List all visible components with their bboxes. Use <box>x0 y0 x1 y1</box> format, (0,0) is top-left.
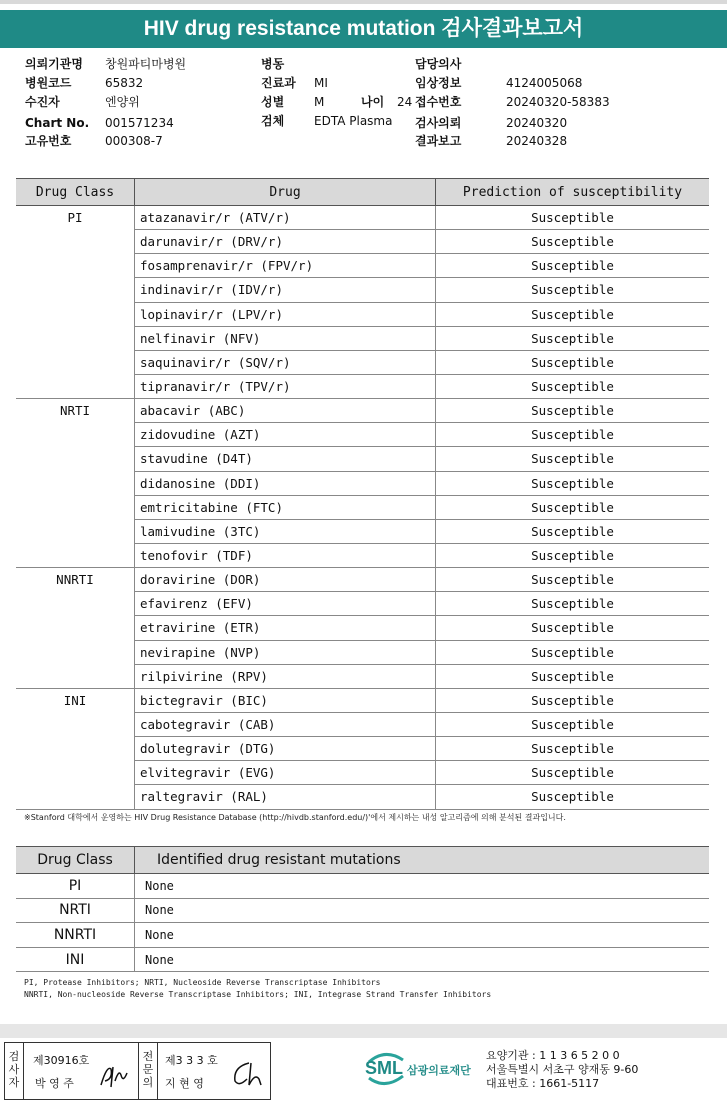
prediction-cell: Susceptible <box>436 447 710 471</box>
top-strip <box>0 0 727 4</box>
drug-cell: bictegravir (BIC) <box>135 688 436 712</box>
header-drug: Drug <box>135 179 436 206</box>
info-value: MI <box>314 76 328 90</box>
specialist-license: 제3 3 3 호 <box>165 1054 218 1067</box>
examiner-name: 박 영 주 <box>35 1077 74 1090</box>
info-label: 검사의뢰 <box>415 116 462 130</box>
table-row <box>16 923 709 948</box>
prediction-cell: Susceptible <box>436 712 710 736</box>
drug-cell: saquinavir/r (SQV/r) <box>135 350 436 374</box>
info-label: 병동 <box>261 57 285 71</box>
prediction-cell: Susceptible <box>436 206 710 230</box>
prediction-cell: Susceptible <box>436 471 710 495</box>
specialist-label: 전 문 의 <box>142 1050 154 1089</box>
prediction-cell: Susceptible <box>436 495 710 519</box>
prediction-cell: Susceptible <box>436 254 710 278</box>
info-label: 결과보고 <box>415 134 462 148</box>
drug-cell: efavirenz (EFV) <box>135 592 436 616</box>
examiner-license: 제30916호 <box>33 1054 90 1067</box>
drug-class-cell: PI <box>16 206 135 399</box>
report-title: HIV drug resistance mutation 검사결과보고서 <box>0 10 727 48</box>
info-value: 20240328 <box>506 134 568 148</box>
prediction-cell: Susceptible <box>436 616 710 640</box>
drug-cell: raltegravir (RAL) <box>135 785 436 809</box>
prediction-cell: Susceptible <box>436 785 710 809</box>
info-label: 진료과 <box>261 76 296 90</box>
prediction-cell: Susceptible <box>436 350 710 374</box>
signature-box <box>4 1042 271 1100</box>
info-value: 20240320-58383 <box>506 95 610 109</box>
drug-cell: dolutegravir (DTG) <box>135 737 436 761</box>
drug-cell: tenofovir (TDF) <box>135 543 436 567</box>
table-row <box>16 898 709 923</box>
info-label: 병원코드 <box>25 76 72 90</box>
drug-cell: elvitegravir (EVG) <box>135 761 436 785</box>
info-label: 임상정보 <box>415 76 462 90</box>
info-value: 24 <box>397 95 413 109</box>
drug-class-cell: NRTI <box>16 898 135 923</box>
prediction-cell: Susceptible <box>436 302 710 326</box>
mutation-cell: None <box>135 898 710 923</box>
drug-class-cell: NNRTI <box>16 568 135 689</box>
table-row <box>16 206 709 230</box>
info-label: 검체 <box>261 114 285 128</box>
table-row <box>16 399 709 423</box>
drug-cell: atazanavir/r (ATV/r) <box>135 206 436 230</box>
drug-cell: emtricitabine (FTC) <box>135 495 436 519</box>
address-block <box>486 1049 638 1091</box>
divider <box>23 1043 24 1099</box>
mutation-table <box>16 846 709 972</box>
info-value: 4124005068 <box>506 76 583 90</box>
table-row <box>16 874 709 899</box>
prediction-cell: Susceptible <box>436 543 710 567</box>
info-value: 엔양위 <box>105 95 140 109</box>
header-drug-class: Drug Class <box>16 179 135 206</box>
org-name: 삼광의료재단 <box>407 1064 471 1077</box>
header-drug-class-2: Drug Class <box>16 847 135 874</box>
prediction-cell: Susceptible <box>436 761 710 785</box>
info-value: 20240320 <box>506 116 568 130</box>
prediction-cell: Susceptible <box>436 230 710 254</box>
info-label: Chart No. <box>25 116 90 130</box>
drug-cell: nevirapine (NVP) <box>135 640 436 664</box>
drug-class-cell: NRTI <box>16 399 135 568</box>
bottom-strip <box>0 1024 727 1038</box>
info-label: 나이 <box>361 95 385 109</box>
info-value: 창원파티마병원 <box>105 57 187 71</box>
prediction-cell: Susceptible <box>436 374 710 398</box>
info-label: 접수번호 <box>415 95 462 109</box>
info-value: EDTA Plasma <box>314 114 393 128</box>
address-line: 서울특별시 서초구 양재동 9-60 <box>486 1063 639 1076</box>
prediction-cell: Susceptible <box>436 399 710 423</box>
drug-class-cell: PI <box>16 874 135 899</box>
mutation-cell: None <box>135 874 710 899</box>
examiner-label: 검 사 자 <box>8 1050 20 1089</box>
header-mutations: Identified drug resistant mutations <box>135 847 710 874</box>
drug-cell: didanosine (DDI) <box>135 471 436 495</box>
prediction-cell: Susceptible <box>436 640 710 664</box>
phone-number: 대표번호 : 1661-5117 <box>486 1077 600 1090</box>
info-label: 고유번호 <box>25 134 72 148</box>
header-prediction: Prediction of susceptibility <box>436 179 710 206</box>
drug-cell: doravirine (DOR) <box>135 568 436 592</box>
mutation-cell: None <box>135 947 710 972</box>
drug-cell: abacavir (ABC) <box>135 399 436 423</box>
drug-class-cell: INI <box>16 688 135 809</box>
divider <box>157 1043 158 1099</box>
drug-cell: darunavir/r (DRV/r) <box>135 230 436 254</box>
logo-text: SML <box>365 1058 403 1078</box>
drug-cell: tipranavir/r (TPV/r) <box>135 374 436 398</box>
drug-class-cell: INI <box>16 947 135 972</box>
table-row <box>16 688 709 712</box>
specialist-signature <box>229 1057 267 1091</box>
divider <box>138 1043 139 1099</box>
prediction-cell: Susceptible <box>436 688 710 712</box>
specialist-name: 지 현 영 <box>165 1077 204 1090</box>
drug-cell: etravirine (ETR) <box>135 616 436 640</box>
info-label: 담당의사 <box>415 57 462 71</box>
drug-cell: rilpivirine (RPV) <box>135 664 436 688</box>
info-value: 000308-7 <box>105 134 163 148</box>
info-label: 의뢰기관명 <box>25 57 83 71</box>
drug-cell: nelfinavir (NFV) <box>135 326 436 350</box>
table-row <box>16 568 709 592</box>
drug-cell: zidovudine (AZT) <box>135 423 436 447</box>
mutation-cell: None <box>135 923 710 948</box>
prediction-cell: Susceptible <box>436 326 710 350</box>
drug-cell: cabotegravir (CAB) <box>135 712 436 736</box>
info-label: 성별 <box>261 95 285 109</box>
info-value: M <box>314 95 325 109</box>
prediction-cell: Susceptible <box>436 519 710 543</box>
prediction-cell: Susceptible <box>436 278 710 302</box>
drug-class-cell: NNRTI <box>16 923 135 948</box>
info-value: 65832 <box>105 76 144 90</box>
susceptibility-table <box>16 178 709 810</box>
prediction-cell: Susceptible <box>436 737 710 761</box>
drug-cell: fosamprenavir/r (FPV/r) <box>135 254 436 278</box>
table-row <box>16 947 709 972</box>
drug-cell: indinavir/r (IDV/r) <box>135 278 436 302</box>
prediction-cell: Susceptible <box>436 592 710 616</box>
info-label: 수진자 <box>25 95 60 109</box>
abbreviation-line-1: PI, Protease Inhibitors; NRTI, Nucleoside Reverse Transcriptase Inhibitors <box>24 978 381 987</box>
abbreviation-line-2: NNRTI, Non-nucleoside Reverse Transcriptase Inhibitors; INI, Integrase Strand Transfer Inhibitors <box>24 990 492 999</box>
facility-code: 요양기관 : 1 1 3 6 5 2 0 0 <box>486 1049 620 1062</box>
examiner-signature <box>97 1061 133 1091</box>
drug-cell: stavudine (D4T) <box>135 447 436 471</box>
prediction-cell: Susceptible <box>436 423 710 447</box>
drug-cell: lopinavir/r (LPV/r) <box>135 302 436 326</box>
prediction-cell: Susceptible <box>436 664 710 688</box>
stanford-note: ※Stanford 대학에서 운영하는 HIV Drug Resistance Database (http://hivdb.stanford.edu/)'에서 제시하는 내성 알고리즘에 의해 분석된 결과입니다. <box>24 813 566 822</box>
info-value: 001571234 <box>105 116 174 130</box>
prediction-cell: Susceptible <box>436 568 710 592</box>
drug-cell: lamivudine (3TC) <box>135 519 436 543</box>
